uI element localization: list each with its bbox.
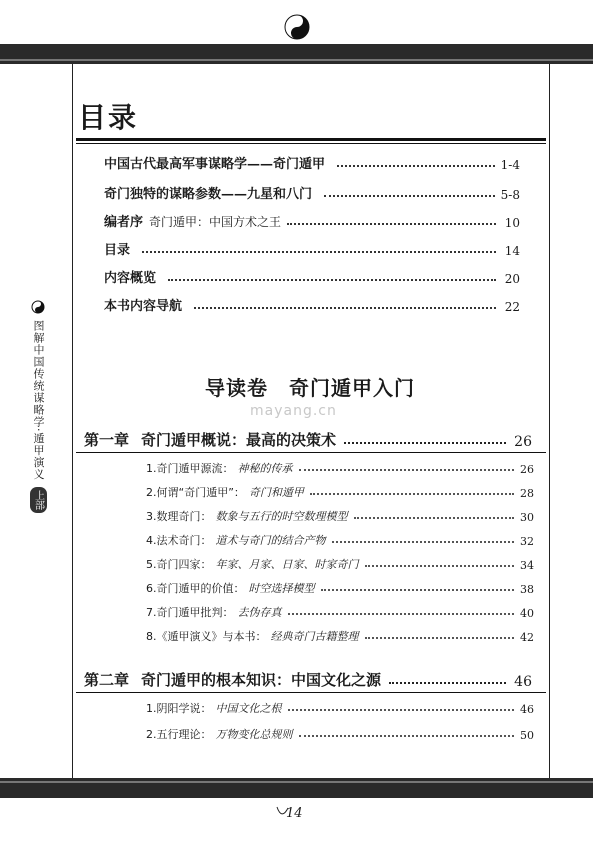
chapter-item[interactable] — [146, 528, 534, 548]
chapter-item-label: 5.奇门四家： — [146, 558, 212, 571]
chapter-item-label: 2.五行理论： — [146, 728, 212, 741]
leader-dots — [194, 307, 496, 309]
chapter-item-label: 6.奇门遁甲的价值： — [146, 582, 245, 595]
chapter-item-sub: 去伪存真 — [237, 606, 282, 619]
chapter-rule — [76, 692, 546, 693]
title-rule-thin — [76, 143, 546, 144]
leader-dots — [299, 469, 515, 471]
leader-dots — [332, 541, 515, 543]
toc-entry[interactable] — [104, 236, 520, 258]
chapter-item-sub: 道术与奇门的结合产物 — [215, 534, 326, 547]
chapter-item[interactable] — [146, 456, 534, 476]
leader-dots — [337, 165, 495, 167]
volume-badge: 上部 — [30, 487, 47, 513]
chapter-item-page: 50 — [520, 729, 534, 742]
leader-dots — [288, 709, 515, 711]
chapter-title: 奇门遁甲概说：最高的决策术 — [141, 431, 337, 449]
toc-entry[interactable] — [104, 292, 520, 314]
chapter-item-page: 34 — [520, 559, 534, 572]
chapter-item-label: 7.奇门遁甲批判： — [146, 606, 234, 619]
chapter-item-sub: 万物变化总规则 — [215, 728, 293, 741]
toc-entry-label: 本书内容导航 — [104, 299, 183, 314]
bleed-through-text — [72, 70, 548, 400]
chapter-item-sub: 年家、月家、日家、时家奇门 — [215, 558, 359, 571]
chapter-item[interactable] — [146, 504, 534, 524]
leader-dots — [389, 682, 506, 684]
toc-entry-page: 22 — [504, 300, 520, 314]
chapter-heading[interactable] — [84, 424, 532, 450]
chapter-item-page: 40 — [520, 607, 534, 620]
chapter-item[interactable] — [146, 624, 534, 644]
toc-entry-page: 14 — [504, 244, 520, 258]
chapter-item-sub: 数象与五行的时空数理模型 — [215, 510, 348, 523]
chapter-item-sub: 神秘的传承 — [237, 462, 293, 475]
chapter-item-label: 1.阴阳学说： — [146, 702, 212, 715]
section-title: 导读卷 奇门遁甲入门 — [205, 376, 415, 400]
toc-entry[interactable] — [104, 264, 520, 286]
chapter-item-page: 42 — [520, 631, 534, 644]
chapter-item[interactable] — [146, 480, 534, 500]
toc-entry-label: 内容概览 — [104, 271, 157, 286]
chapter-number: 第二章 — [84, 671, 130, 689]
toc-entry-page: 10 — [504, 216, 520, 230]
chapter-heading[interactable] — [84, 664, 532, 690]
chapter-item[interactable] — [146, 576, 534, 596]
chapter-item[interactable] — [146, 600, 534, 620]
chapter-item-page: 38 — [520, 583, 534, 596]
chapter-item-page: 26 — [520, 463, 534, 476]
footer-band — [0, 778, 593, 798]
chapter-item-page: 28 — [520, 487, 534, 500]
toc-entry-sub: 奇门遁甲：中国方术之王 — [149, 215, 282, 229]
chapter-page: 46 — [514, 674, 532, 690]
toc-entry[interactable] — [104, 180, 520, 202]
leader-dots — [324, 195, 495, 197]
chapter-number: 第一章 — [84, 431, 130, 449]
chapter-item-label: 1.奇门遁甲源流： — [146, 462, 234, 475]
chapter-item-label: 3.数理奇门： — [146, 510, 212, 523]
chapter-item-sub: 奇门和遁甲 — [248, 486, 304, 499]
toc-entry-page: 1-4 — [500, 158, 520, 172]
leader-dots — [288, 613, 515, 615]
toc-entry-label: 编者序 — [104, 215, 144, 230]
toc-entry-label: 目录 — [104, 243, 131, 258]
chapter-item-page: 30 — [520, 511, 534, 524]
title-rule — [76, 138, 546, 141]
chapter-item-label: 4.法术奇门： — [146, 534, 212, 547]
site-watermark: mayang.cn — [250, 403, 337, 419]
toc-entry[interactable] — [104, 150, 520, 172]
chapter-item-sub: 经典奇门古籍整理 — [270, 630, 359, 643]
toc-entry-page: 20 — [504, 272, 520, 286]
leader-dots — [299, 735, 515, 737]
chapter-item-label: 8.《遁甲演义》与本书： — [146, 630, 267, 643]
leader-dots — [321, 589, 515, 591]
chapter-item-label: 2.何谓“奇门遁甲”： — [146, 486, 245, 499]
chapter-item[interactable] — [146, 722, 534, 742]
leader-dots — [365, 565, 515, 567]
leader-dots — [142, 251, 496, 253]
toc-entry-page: 5-8 — [500, 188, 520, 202]
chapter-title: 奇门遁甲的根本知识：中国文化之源 — [141, 671, 382, 689]
chapter-item-page: 32 — [520, 535, 534, 548]
spine-label — [28, 300, 48, 517]
leader-dots — [344, 442, 506, 444]
chapter-item-page: 46 — [520, 703, 534, 716]
leader-dots — [287, 223, 496, 225]
chapter-item-sub: 时空选择模型 — [248, 582, 315, 595]
spine-title: 图解中国传统谋略学·遁甲演义 — [32, 320, 45, 481]
chapter-item[interactable] — [146, 696, 534, 716]
chapter-item-sub: 中国文化之根 — [215, 702, 282, 715]
header-band — [0, 44, 593, 64]
chapter-page: 26 — [514, 434, 532, 450]
yin-yang-icon — [284, 14, 310, 40]
toc-entry-label: 中国古代最高军事谋略学——奇门遁甲 — [104, 157, 326, 172]
leader-dots — [365, 637, 515, 639]
leader-dots — [310, 493, 514, 495]
toc-entry[interactable] — [104, 208, 520, 230]
page-number: 14 — [286, 806, 303, 821]
toc-entry-label: 奇门独特的谋略参数——九星和八门 — [104, 187, 313, 202]
yin-yang-small-icon — [31, 300, 45, 314]
leader-dots — [168, 279, 496, 281]
chapter-item[interactable] — [146, 552, 534, 572]
chapter-rule — [76, 452, 546, 453]
toc-title: 目录 — [78, 101, 139, 134]
leader-dots — [354, 517, 515, 519]
